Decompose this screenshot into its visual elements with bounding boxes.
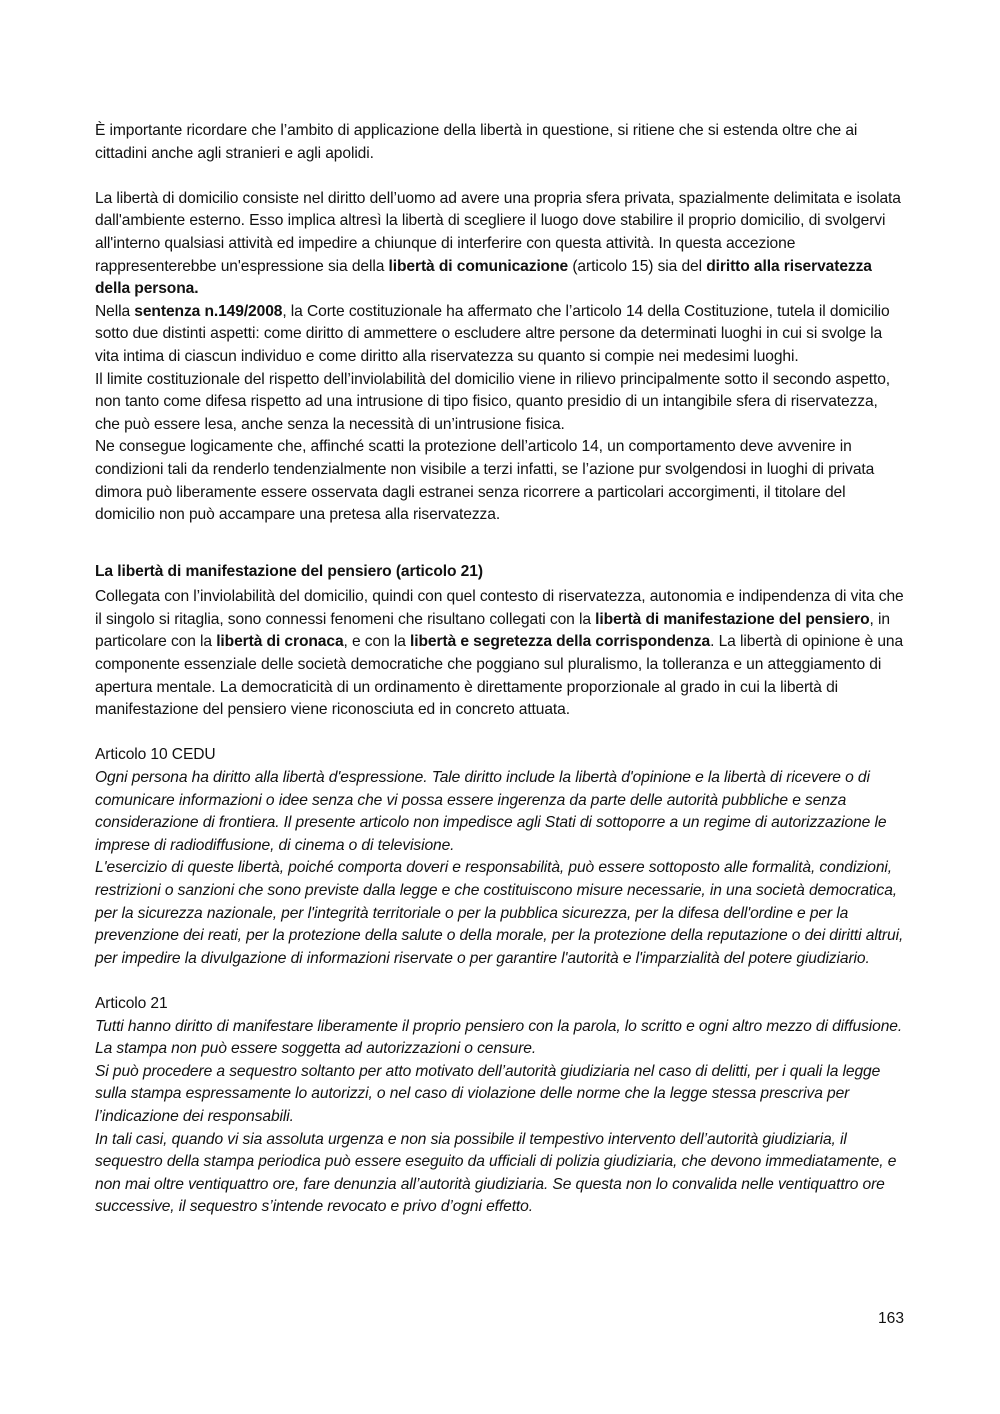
document-page [95, 120, 905, 1219]
domicilio-paragraph-4: Ne consegue logicamente che, affinché scatti la protezione dell’articolo 14, un comportamento deve avvenire in condizioni tali da renderlo tendenzialmente non visibile a terzi infatti, se l’azione pur svolgendosi in luoghi di privata dimora può liberamente essere osservata dagli estranei senza ricorrere a particolari accorgimenti, il titolare del domicilio non può accampare una pretesa alla riservatezza. [95, 438, 875, 524]
page-number: 163 [877, 1310, 904, 1327]
art21-paragraph-2: La stampa non può essere soggetta ad autorizzazioni o censure. [95, 1040, 537, 1058]
cedu-paragraph-2: L'esercizio di queste libertà, poiché comporta doveri e responsabilità, può essere sottoposto alle formalità, condizioni, restrizioni o sanzioni che sono previste dalla legge e che costituiscono misure necessarie, in una società democratica, per la sicurezza nazionale, per l'integrità territoriale o per la pubblica sicurezza, per la difesa dell'ordine e per la prevenzione dei reati, per la protezione della salute o della morale, per la protezione della reputazione o dei diritti altrui, per impedire la divulgazione di informazioni riservate o per garantire l'autorità e l'imparzialità del potere giudiziario. [95, 859, 904, 967]
art21-title: Articolo 21 [95, 994, 168, 1012]
cedu-paragraph-1: Ogni persona ha diritto alla libertà d'espressione. Tale diritto include la libertà d'opinione e la libertà di ricevere o di comunicare informazioni o idee senza che vi possa essere ingerenza da parte delle autorità pubbliche e senza considerazione di frontiera. Il presente articolo non impedisce agli Stati di sottoporre a un regime di autorizzazione le imprese di radiodiffusione, di cinema o di televisione. [95, 769, 887, 854]
bold-term: libertà e segretezza della corrispondenza [410, 633, 711, 651]
cedu-title: Articolo 10 CEDU [95, 746, 216, 764]
bold-term: libertà di manifestazione del pensiero [595, 610, 870, 628]
spacer [95, 970, 905, 993]
manifestazione-paragraph: Collegata con l’inviolabilità del domicilio, quindi con quel contesto di riservatezza, autonomia e indipendenza di vita che il singolo si ritaglia, sono connessi fenomeni che risultano collegati con la libertà di manifestazione del pensiero, in particolare con la libertà di cronaca, e con la libertà e segretezza della corrispondenza. La libertà di opinione è una componente essenziale delle società democratiche che poggiano sul pluralismo, la tolleranza e un atteggiamento di apertura mentale. La democraticità di un ordinamento è direttamente proporzionale al grado in cui la libertà di manifestazione del pensiero viene riconosciuta ed in concreto attuata. [95, 588, 904, 719]
bold-term: sentenza n.149/2008 [134, 302, 283, 320]
art21-paragraph-1: Tutti hanno diritto di manifestare liberamente il proprio pensiero con la parola, lo scritto e ogni altro mezzo di diffusione. [95, 1017, 903, 1035]
domicilio-paragraph-2: Nella sentenza n.149/2008, la Corte costituzionale ha affermato che l’articolo 14 della Costituzione, tutela il domicilio sotto due distinti aspetti: come diritto di ammettere o escludere altre persone da determinati luoghi in cui si svolge la vita intima di ciascun individuo e come diritto alla riservatezza su quanto si compie nei medesimi luoghi. [95, 302, 890, 365]
domicilio-paragraph-1: La libertà di domicilio consiste nel diritto dell’uomo ad avere una propria sfera privata, spazialmente delimitata e isolata dall'ambiente esterno. Esso implica altresì la libertà di scegliere il luogo dove stabilire il proprio domicilio, di svolgervi all'interno qualsiasi attività ed impedire a chiunque di interferire con questa attività. In questa accezione rappresenterebbe un'espressione sia della libertà di comunicazione (articolo 15) sia del diritto alla riservatezza della persona. [95, 189, 901, 298]
spacer [95, 165, 905, 188]
art21-paragraph-4: In tali casi, quando vi sia assoluta urgenza e non sia possibile il tempestivo intervento dell’autorità giudiziaria, il sequestro della stampa periodica può essere eseguito da ufficiali di polizia giudiziaria, che devono immediatamente, e non mai oltre ventiquattro ore, fare denunzia all’autorità giudiziaria. Se questa non lo convalida nelle ventiquattro ore successive, il sequestro s’intende revocato e privo d’ogni effetto. [95, 1130, 897, 1216]
bold-term: libertà di comunicazione [388, 257, 569, 275]
bold-term: libertà di cronaca [216, 633, 344, 651]
spacer [95, 722, 905, 745]
domicilio-paragraph-3: Il limite costituzionale del rispetto dell’inviolabilità del domicilio viene in rilievo principalmente sotto il secondo aspetto, non tanto come difesa rispetto ad una intrusione di tipo fisico, quanto presidio di un intangibile sfera di riservatezza, che può essere lesa, anche senza la necessità di un’intrusione fisica. [95, 370, 891, 433]
intro-paragraph: È importante ricordare che l’ambito di applicazione della libertà in questione, si ritiene che si estenda oltre che ai cittadini anche agli stranieri e agli apolidi. [95, 122, 858, 162]
spacer [95, 527, 905, 561]
bold-term: diritto alla riservatezza della persona. [95, 257, 872, 298]
section-heading: La libertà di manifestazione del pensiero (articolo 21) [95, 562, 483, 580]
art21-paragraph-3: Si può procedere a sequestro soltanto per atto motivato dell’autorità giudiziaria nel caso di delitti, per i quali la legge sulla stampa espressamente lo autorizzi, o nel caso di violazione delle norme che la legge stessa prescriva per l’indicazione dei responsabili. [95, 1062, 881, 1125]
